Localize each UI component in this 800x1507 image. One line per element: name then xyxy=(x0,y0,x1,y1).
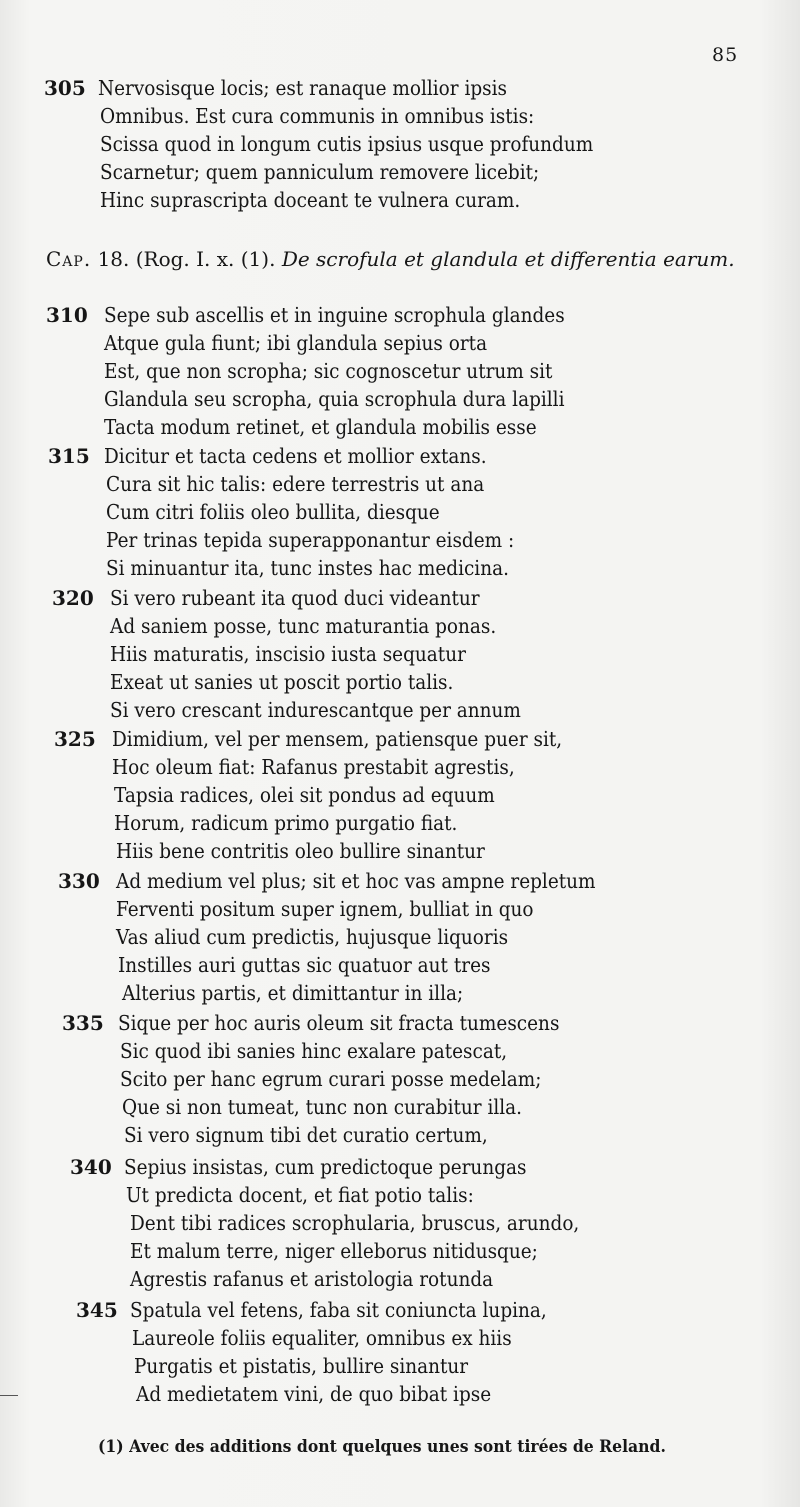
verse-line: Per trinas tepida superapponantur eisdem : xyxy=(106,528,515,552)
verse-line: Si vero signum tibi det curatio certum, xyxy=(124,1123,488,1147)
verse-line: Ad medietatem vini, de quo bibat ipse xyxy=(136,1382,492,1406)
verse-line: Dent tibi radices scrophularia, bruscus, arundo, xyxy=(130,1211,580,1235)
verse-line: Est, que non scropha; sic cognoscetur utrum sit xyxy=(104,359,553,383)
verse-line: Dimidium, vel per mensem, patiensque puer sit, xyxy=(112,727,563,751)
verse-line: Sique per hoc auris oleum sit fracta tumescens xyxy=(118,1011,560,1035)
line-number-330: 330 xyxy=(58,869,100,893)
verse-line: Cura sit hic talis: edere terrestris ut ana xyxy=(106,472,485,496)
verse-line: Ad medium vel plus; sit et hoc vas ampne repletum xyxy=(116,869,596,893)
line-number-340: 340 xyxy=(70,1155,112,1179)
line-number-335: 335 xyxy=(62,1011,104,1035)
verse-line: Cum citri foliis oleo bullita, diesque xyxy=(106,500,440,524)
line-number-305: 305 xyxy=(44,76,86,100)
verse-line: Hoc oleum fiat: Rafanus prestabit agrestis, xyxy=(112,755,515,779)
verse-line: Instilles auri guttas sic quatuor aut tres xyxy=(118,953,491,977)
line-number-310: 310 xyxy=(46,303,88,327)
verse-line: Ad saniem posse, tunc maturantia ponas. xyxy=(110,614,497,638)
chapter-title: De scrofula et glandula et differentia earum. xyxy=(281,247,735,271)
verse-line: Que si non tumeat, tunc non curabitur illa. xyxy=(122,1095,523,1119)
line-number-345: 345 xyxy=(76,1298,118,1322)
verse-line: Horum, radicum primo purgatio fiat. xyxy=(114,811,458,835)
verse-line: Omnibus. Est cura communis in omnibus istis: xyxy=(100,104,535,128)
line-number-325: 325 xyxy=(54,727,96,751)
verse-line: Purgatis et pistatis, bullire sinantur xyxy=(134,1354,469,1378)
verse-line: Sepe sub ascellis et in inguine scrophula glandes xyxy=(104,303,565,327)
verse-line: Ferventi positum super ignem, bulliat in quo xyxy=(116,897,534,921)
verse-line: Hiis maturatis, inscisio iusta sequatur xyxy=(110,642,466,666)
verse-line: Scissa quod in longum cutis ipsius usque profundum xyxy=(100,132,594,156)
verse-line: Tapsia radices, olei sit pondus ad equum xyxy=(114,783,495,807)
margin-mark xyxy=(0,1395,18,1396)
verse-line: Exeat ut sanies ut poscit portio talis. xyxy=(110,670,454,694)
verse-line: Hiis bene contritis oleo bullire sinantur xyxy=(116,839,485,863)
line-number-320: 320 xyxy=(52,586,94,610)
page-number: 85 xyxy=(712,44,739,66)
verse-line: Spatula vel fetens, faba sit coniuncta lupina, xyxy=(130,1298,547,1322)
verse-line: Agrestis rafanus et aristologia rotunda xyxy=(130,1267,494,1291)
verse-line: Alterius partis, et dimittantur in illa; xyxy=(122,981,464,1005)
verse-line: Atque gula fiunt; ibi glandula sepius orta xyxy=(104,331,488,355)
verse-line: Scito per hanc egrum curari posse medelam; xyxy=(120,1067,542,1091)
verse-line: Si vero rubeant ita quod duci videantur xyxy=(110,586,480,610)
verse-line: Et malum terre, niger elleborus nitidusque; xyxy=(130,1239,538,1263)
verse-line: Ut predicta docent, et fiat potio talis: xyxy=(126,1183,474,1207)
verse-line: Si minuantur ita, tunc instes hac medicina. xyxy=(106,556,509,580)
verse-line: Dicitur et tacta cedens et mollior extans. xyxy=(104,444,487,468)
verse-line: Nervosisque locis; est ranaque mollior ipsis xyxy=(98,76,508,100)
verse-line: Laureole foliis equaliter, omnibus ex hiis xyxy=(132,1326,512,1350)
footnote: (1) Avec des additions dont quelques unes sont tirées de Reland. xyxy=(98,1437,666,1457)
verse-line: Sic quod ibi sanies hinc exalare patescat, xyxy=(120,1039,508,1063)
line-number-315: 315 xyxy=(48,444,90,468)
verse-line: Tacta modum retinet, et glandula mobilis esse xyxy=(104,415,537,439)
verse-line: Vas aliud cum predictis, hujusque liquoris xyxy=(116,925,509,949)
verse-line: Hinc suprascripta doceant te vulnera curam. xyxy=(100,188,521,212)
chapter-label: Cap. xyxy=(46,247,92,271)
chapter-heading xyxy=(46,246,735,272)
chapter-reference: 18. (Rog. I. x. (1). xyxy=(97,247,276,271)
verse-line: Scarnetur; quem panniculum removere licebit; xyxy=(100,160,540,184)
verse-line: Sepius insistas, cum predictoque perungas xyxy=(124,1155,527,1179)
verse-line: Si vero crescant indurescantque per annum xyxy=(110,698,521,722)
verse-line: Glandula seu scropha, quia scrophula dura lapilli xyxy=(104,387,565,411)
